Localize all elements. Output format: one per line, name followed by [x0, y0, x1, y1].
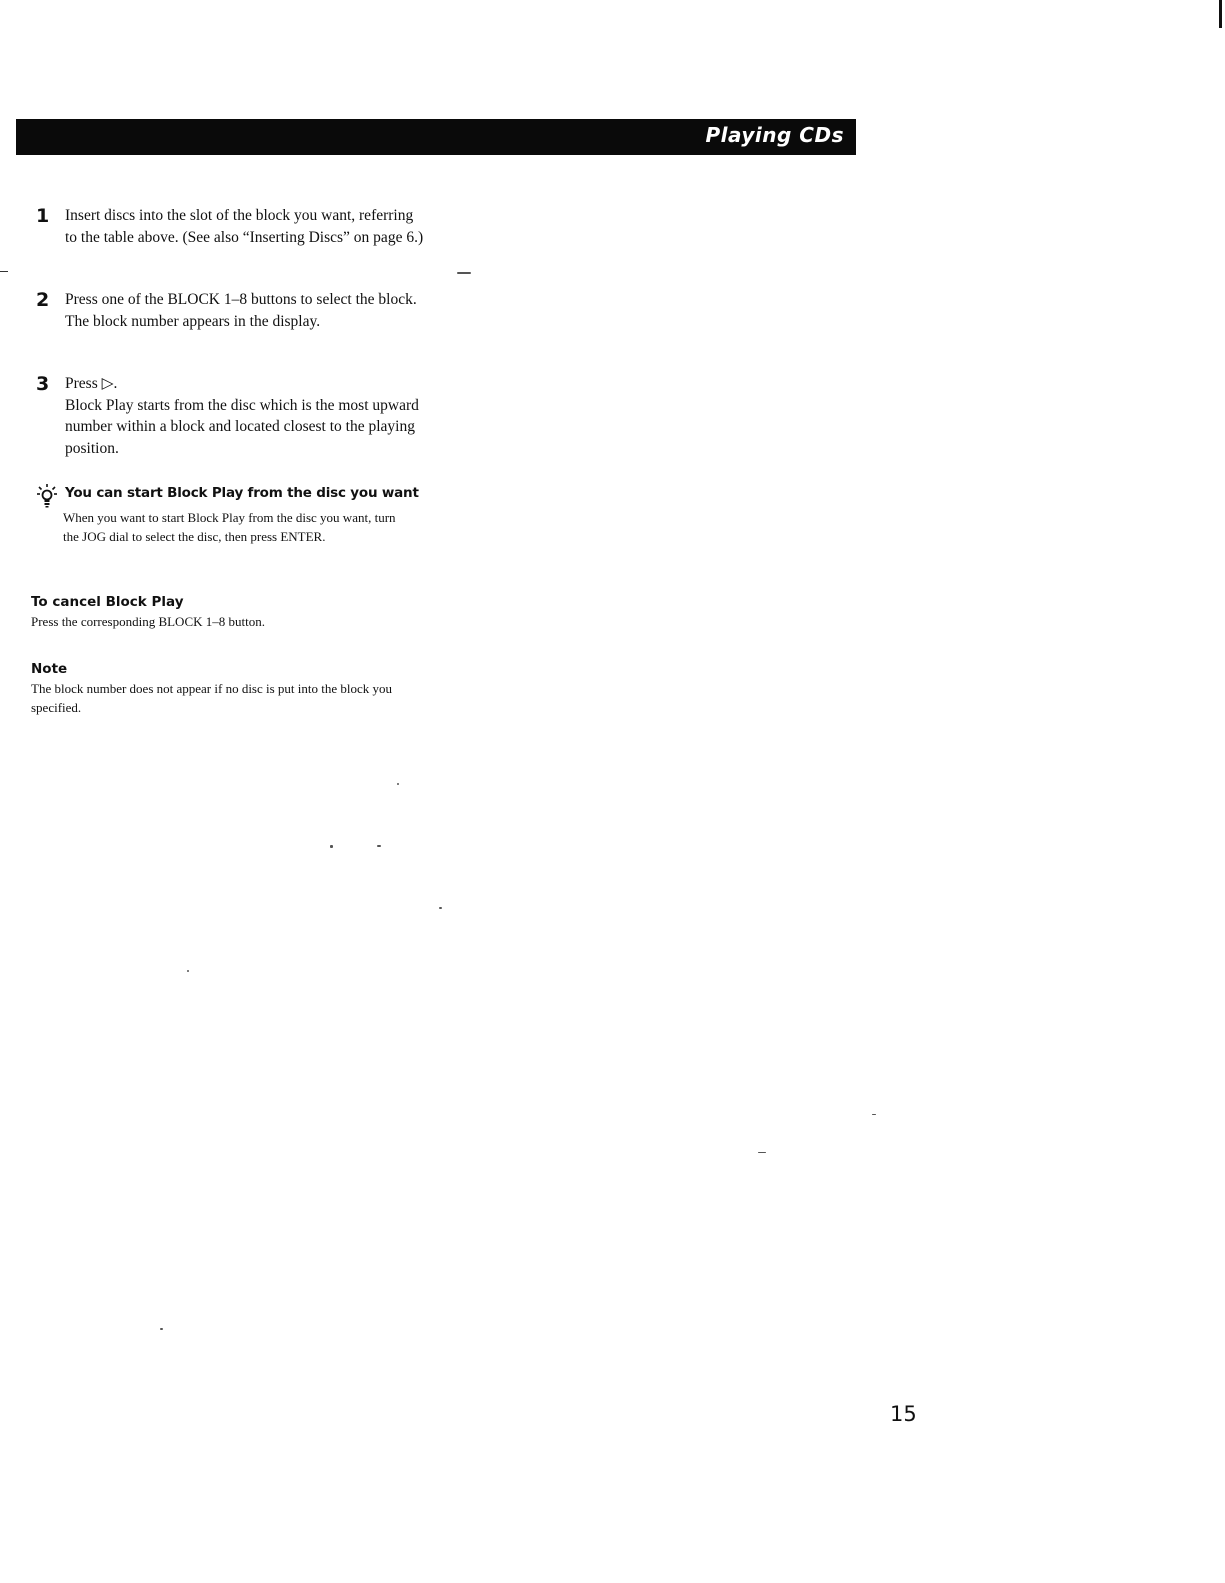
cancel-section — [31, 594, 411, 631]
step-text — [65, 205, 425, 248]
page-number: 15 — [890, 1402, 917, 1426]
tip-heading: You can start Block Play from the disc you want — [65, 485, 419, 501]
cancel-body: Press the corresponding BLOCK 1–8 button. — [31, 614, 265, 629]
scan-speck — [187, 970, 189, 972]
step-line: Press one of the BLOCK 1–8 buttons to select the block. — [65, 291, 417, 308]
step-number: 3 — [36, 373, 50, 395]
step-text — [65, 373, 425, 459]
scan-speck — [439, 907, 442, 909]
step-text — [65, 289, 425, 332]
note-section — [31, 661, 411, 717]
margin-mark — [0, 271, 8, 272]
step-line: Insert discs into the slot of the block you want, referring to the table above. (See also “Inserting Discs” on page 6.) — [65, 207, 424, 246]
section-header-bar — [16, 119, 856, 155]
scan-speck — [872, 1114, 876, 1115]
scan-speck — [397, 783, 399, 785]
step-line: Block Play starts from the disc which is the most upward number within a block and located closest to the playing position. — [65, 396, 419, 457]
scan-speck — [457, 272, 471, 274]
scan-speck — [377, 845, 381, 847]
cancel-heading: To cancel Block Play — [31, 594, 184, 610]
step-number: 2 — [36, 289, 50, 311]
margin-mark — [1219, 0, 1222, 28]
note-body: The block number does not appear if no disc is put into the block you specified. — [31, 681, 393, 715]
step-number: 1 — [36, 205, 50, 227]
step-line: Press ▷. — [65, 375, 118, 392]
scan-speck — [160, 1328, 163, 1330]
tip-body: When you want to start Block Play from the disc you want, turn the JOG dial to select the disc, then press ENTER. — [63, 510, 396, 544]
step-line: The block number appears in the display. — [65, 312, 321, 330]
section-title: Playing CDs — [705, 123, 844, 147]
scan-speck — [330, 845, 333, 848]
note-heading: Note — [31, 661, 68, 677]
lightbulb-icon — [36, 483, 58, 509]
scan-speck — [758, 1152, 766, 1153]
